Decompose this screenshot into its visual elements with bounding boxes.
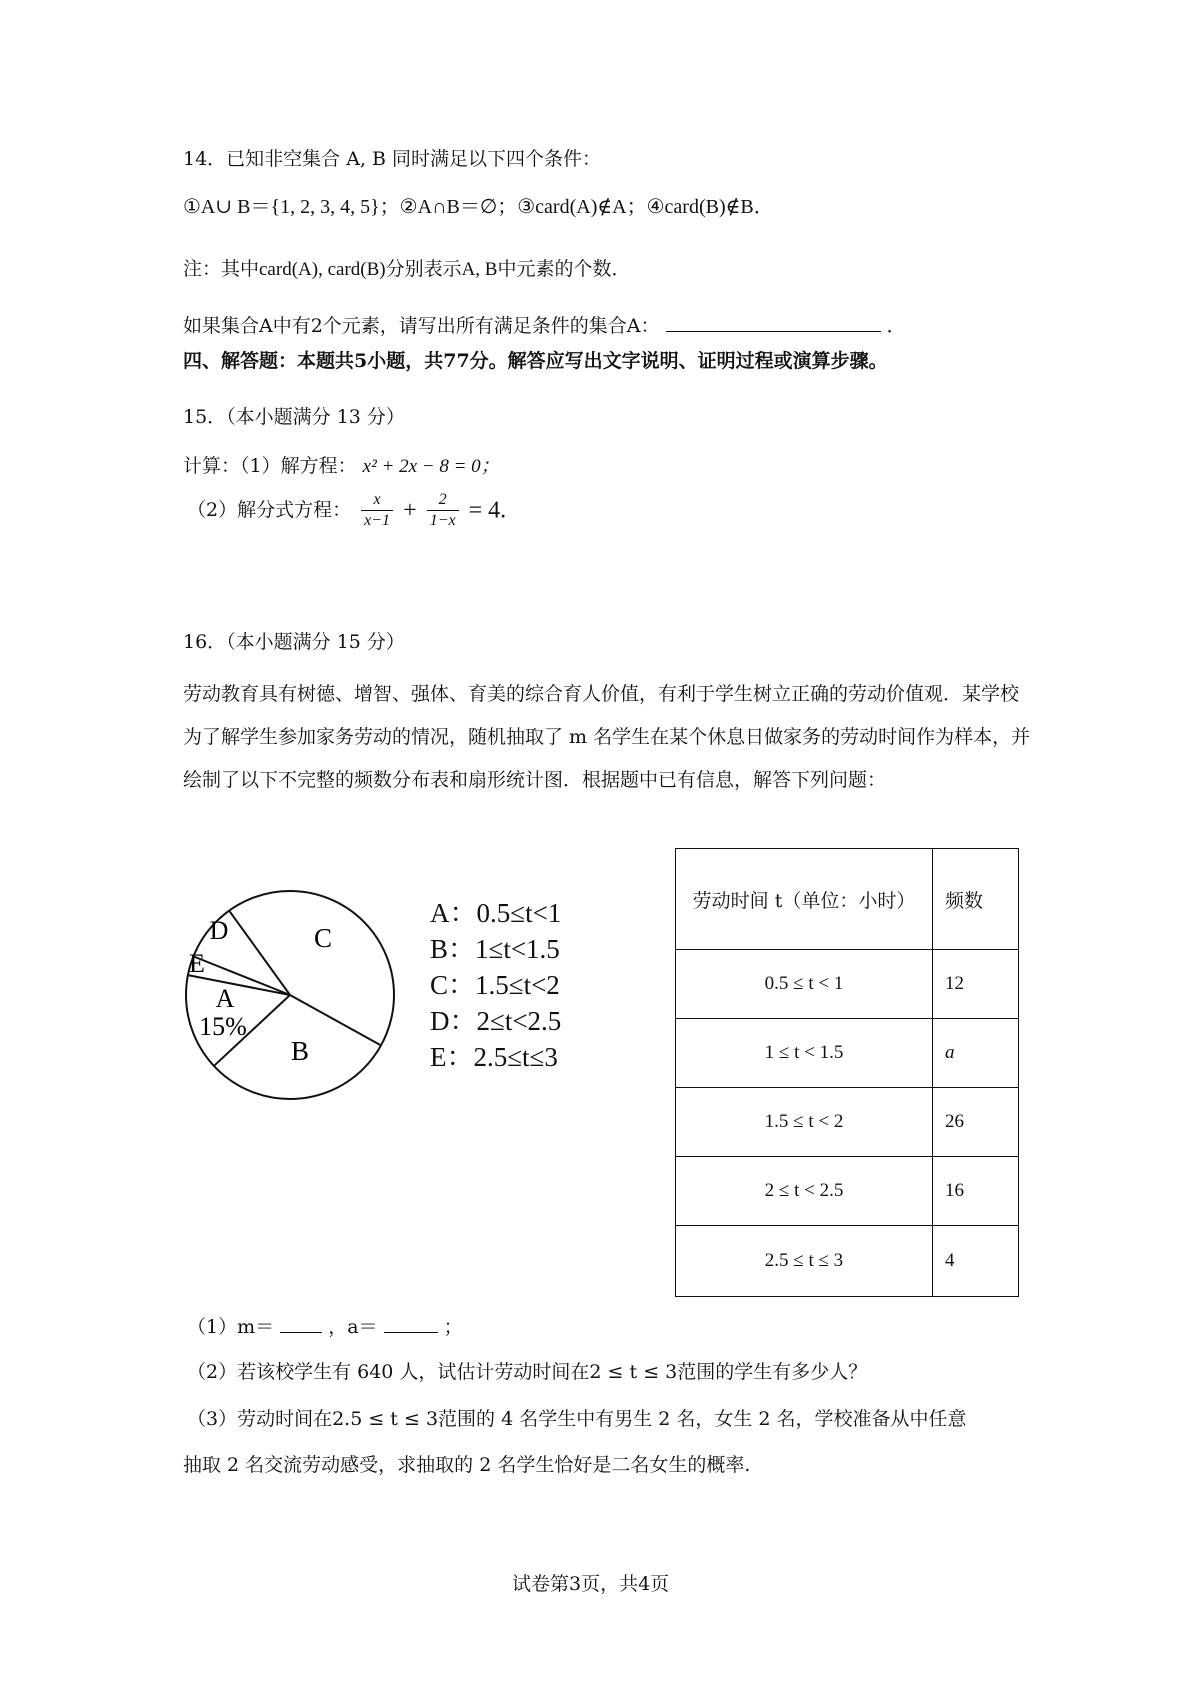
q15-fraction-2-denominator: 1−x bbox=[429, 512, 456, 529]
pie-label-e: E bbox=[189, 949, 205, 978]
legend-item-d: D：2≤t<2.5 bbox=[430, 1006, 562, 1036]
q15-right-hand-side: = 4. bbox=[468, 497, 507, 524]
table-row bbox=[676, 1019, 1019, 1088]
table-cell-frequency: a bbox=[933, 1019, 1019, 1088]
legend-item-a: A：0.5≤t<1 bbox=[430, 898, 562, 928]
q15-plus-sign: + bbox=[403, 497, 417, 524]
q14-question bbox=[183, 313, 906, 336]
q16-paragraph: 劳动教育具有树德、增智、强体、育美的综合育人价值，有利于学生树立正确的劳动价值观．某学校为了解学生参加家务劳动的情况，随机抽取了 m 名学生在某个休息日做家务的劳动时间作为样本，并绘制了以下不完整的频数分布表和扇形统计图．根据题中已有信息，解答下列问题： bbox=[183, 683, 1031, 791]
table-cell-range: 1 ≤ t < 1.5 bbox=[676, 1019, 933, 1088]
legend-item-e: E：2.5≤t≤3 bbox=[430, 1042, 558, 1072]
legend-item-c: C：1.5≤t<2 bbox=[430, 970, 560, 1000]
q15-part2-label: （2）解分式方程： bbox=[187, 499, 352, 521]
pie-label-a-percent: 15% bbox=[199, 1012, 247, 1041]
q14-stem: 14．已知非空集合 A, B 同时满足以下四个条件： bbox=[183, 148, 602, 170]
table-cell-range: 2.5 ≤ t ≤ 3 bbox=[676, 1226, 933, 1297]
q14-question-end: ． bbox=[886, 315, 906, 337]
q15-fraction-1-denominator: x−1 bbox=[364, 512, 391, 529]
q14-note: 注：其中card(A), card(B)分别表示A, B中元素的个数． bbox=[183, 259, 631, 280]
q15-part1 bbox=[183, 457, 500, 476]
q15-header: 15．（本小题满分 13 分） bbox=[183, 406, 405, 428]
table-cell-range: 1.5 ≤ t < 2 bbox=[676, 1088, 933, 1157]
q15-fraction-1-numerator: x bbox=[361, 492, 393, 511]
pie-slice-boundary-a bbox=[188, 975, 290, 995]
table-row bbox=[676, 1226, 1019, 1297]
table-cell-frequency: 12 bbox=[933, 950, 1019, 1019]
frequency-table bbox=[675, 848, 1019, 1297]
q16-sub1-m-label: （1）m＝ bbox=[187, 1316, 275, 1338]
pie-label-b: B bbox=[290, 1036, 310, 1066]
pie-label-a: A bbox=[215, 984, 235, 1013]
table-cell-range: 0.5 ≤ t < 1 bbox=[676, 950, 933, 1019]
pie-label-c: C bbox=[313, 923, 333, 953]
table-cell-range: 2 ≤ t < 2.5 bbox=[676, 1157, 933, 1226]
q16-sub1-a-label: ，a＝ bbox=[328, 1316, 378, 1338]
q16-header: 16．（本小题满分 15 分） bbox=[183, 631, 405, 653]
q14-question-text: 如果集合A中有2个元素，请写出所有满足条件的集合A： bbox=[183, 315, 660, 337]
table-header-frequency: 频数 bbox=[933, 849, 1019, 950]
q16-sub1 bbox=[187, 1316, 463, 1337]
table-cell-frequency: 16 bbox=[933, 1157, 1019, 1226]
q15-fraction-2 bbox=[427, 492, 459, 529]
table-cell-frequency: 4 bbox=[933, 1226, 1019, 1297]
page-footer: 试卷第3页，共4页 bbox=[512, 1573, 670, 1595]
table-row bbox=[676, 1088, 1019, 1157]
table-cell-frequency: 26 bbox=[933, 1088, 1019, 1157]
q15-fraction-2-numerator: 2 bbox=[427, 492, 459, 511]
q15-part2 bbox=[187, 492, 506, 529]
q16-sub3-line2: 抽取 2 名交流劳动感受，求抽取的 2 名学生恰好是二名女生的概率. bbox=[183, 1454, 751, 1476]
pie-legend bbox=[430, 895, 561, 1075]
q16-sub2: （2）若该校学生有 640 人，试估计劳动时间在2 ≤ t ≤ 3范围的学生有多少人？ bbox=[187, 1361, 868, 1383]
pie-label-d: D bbox=[209, 916, 229, 945]
q16-a-blank[interactable] bbox=[384, 1316, 438, 1333]
section-4-heading: 四、解答题：本题共5小题，共77分。解答应写出文字说明、证明过程或演算步骤。 bbox=[183, 350, 888, 372]
q15-part1-equation: x² + 2x − 8 = 0； bbox=[362, 456, 500, 477]
table-row bbox=[676, 950, 1019, 1019]
table-row bbox=[676, 1157, 1019, 1226]
q16-sub1-end: ； bbox=[443, 1316, 463, 1338]
legend-item-b: B：1≤t<1.5 bbox=[430, 934, 560, 964]
pie-chart bbox=[175, 880, 405, 1110]
q15-fraction-1 bbox=[361, 492, 393, 529]
q16-sub3-line1: （3）劳动时间在2.5 ≤ t ≤ 3范围的 4 名学生中有男生 2 名，女生 2 名，学校准备从中任意 bbox=[187, 1408, 967, 1430]
table-header-time: 劳动时间 t（单位：小时） bbox=[676, 849, 933, 950]
q14-conditions: ①A∪ B＝{1, 2, 3, 4, 5}；②A∩B＝∅；③card(A)∉A；④card(B)∉B． bbox=[183, 196, 774, 218]
q16-m-blank[interactable] bbox=[280, 1316, 322, 1333]
q14-answer-blank[interactable] bbox=[666, 313, 881, 332]
table-header-row bbox=[676, 849, 1019, 950]
q15-part1-label: 计算：（1）解方程： bbox=[183, 455, 357, 477]
